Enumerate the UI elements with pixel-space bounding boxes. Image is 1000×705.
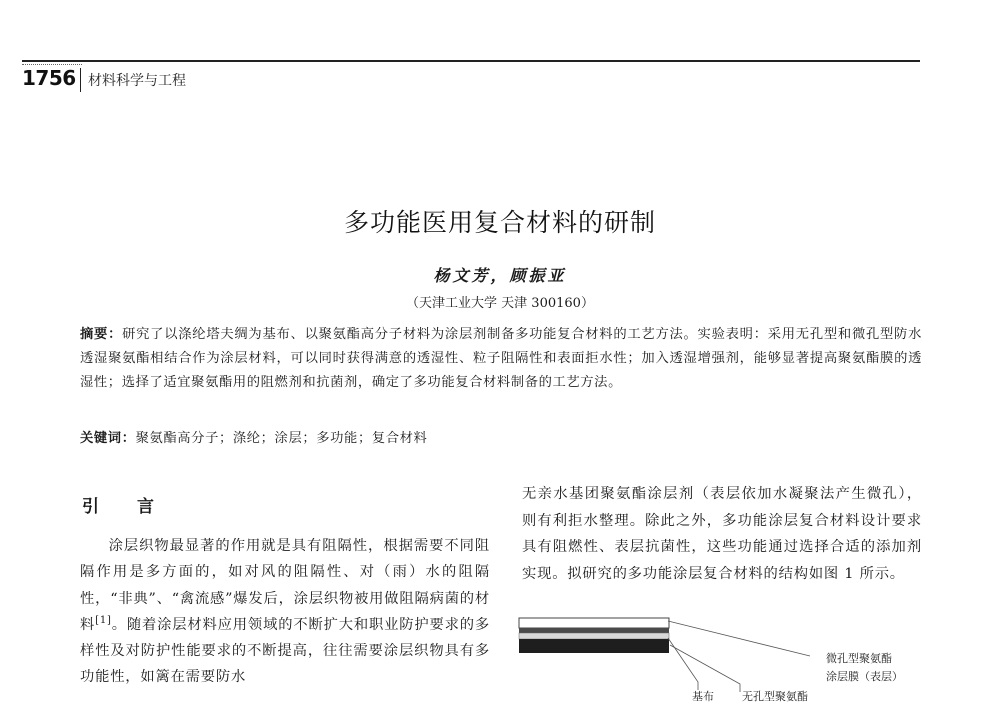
section-heading-introduction: 引言 [82, 497, 192, 517]
intro-text: 涂层织物最显著的作用就是具有阻隔性，根据需要不同阻隔作用是多方面的，如对风的阻隔性、对（雨）水的阻隔性，“非典”、“禽流感”爆发后，涂层织物被用做阻隔病菌的材料 [80, 538, 490, 633]
abstract-text: 研究了以涤纶塔夫绸为基布、以聚氨酯高分子材料为涂层剂制备多功能复合材料的工艺方法。实验表明：采用无孔型和微孔型防水透湿聚氨酯相结合作为涂层材料，可以同时获得满意的透湿性、粒子阻隔性和表面拒水性；加入透湿增强剂，能够显著提高聚氨酯膜的透湿性；选择了适宜聚氨酯用的阻燃剂和抗菌剂，确定了多功能复合材料制备的工艺方法。 [80, 327, 922, 390]
leader-line-nonporous [670, 645, 740, 692]
right-column-paragraph: 无亲水基团聚氨酯涂层剂（表层依加水凝聚法产生微孔），则有利拒水整理。除此之外，多功能涂层复合材料设计要求具有阻燃性、表层抗菌性，这些功能通过选择合适的添加剂实现。拟研究的多功能涂层复合材料的结构如图 1 所示。 [522, 486, 922, 582]
intro-column-right [522, 481, 922, 587]
figure-label-microporous: 微孔型聚氨酯 [826, 652, 892, 665]
header-rule [22, 60, 920, 62]
leader-line-microporous [668, 621, 810, 656]
keywords-text: 聚氨酯高分子；涤纶；涂层；多功能；复合材料 [135, 431, 428, 446]
intro-column-left [80, 533, 490, 705]
figure-layer-middle [519, 633, 669, 639]
abstract [80, 323, 922, 395]
header-separator [80, 68, 81, 92]
journal-name: 材料科学与工程 [88, 73, 186, 89]
figure-layer-base-fabric [519, 639, 669, 653]
keywords-label: 关键词： [80, 431, 136, 446]
figure-label-film-surface: 涂层膜（表层） [826, 670, 903, 683]
page-number: 1756 [22, 66, 76, 90]
figure-label-base-fabric: 基布 [692, 690, 714, 703]
intro-paragraph [80, 533, 490, 691]
intro-text-continued: 。随着涂层材料应用领域的不断扩大和职业防护要求的多样性及对防护性能要求的不断提高，往往需要涂层织物具有多功能性，如篱在需要防水 [80, 616, 490, 686]
figure-1-structure [518, 612, 938, 705]
article-title: 多功能医用复合材料的研制 [343, 208, 656, 237]
header-rule-dotted [22, 64, 82, 65]
citation-ref: [1] [95, 615, 112, 627]
leader-line-base-fabric [668, 638, 698, 690]
keywords [80, 428, 922, 450]
abstract-label: 摘要： [80, 327, 123, 342]
figure-layer-nonporous [519, 628, 669, 633]
figure-label-nonporous: 无孔型聚氨酯 [742, 690, 808, 703]
article-authors: 杨文芳，顾振亚 [433, 266, 567, 285]
article-affiliation: （天津工业大学 天津 300160） [406, 296, 594, 311]
figure-layer-microporous [519, 618, 669, 628]
